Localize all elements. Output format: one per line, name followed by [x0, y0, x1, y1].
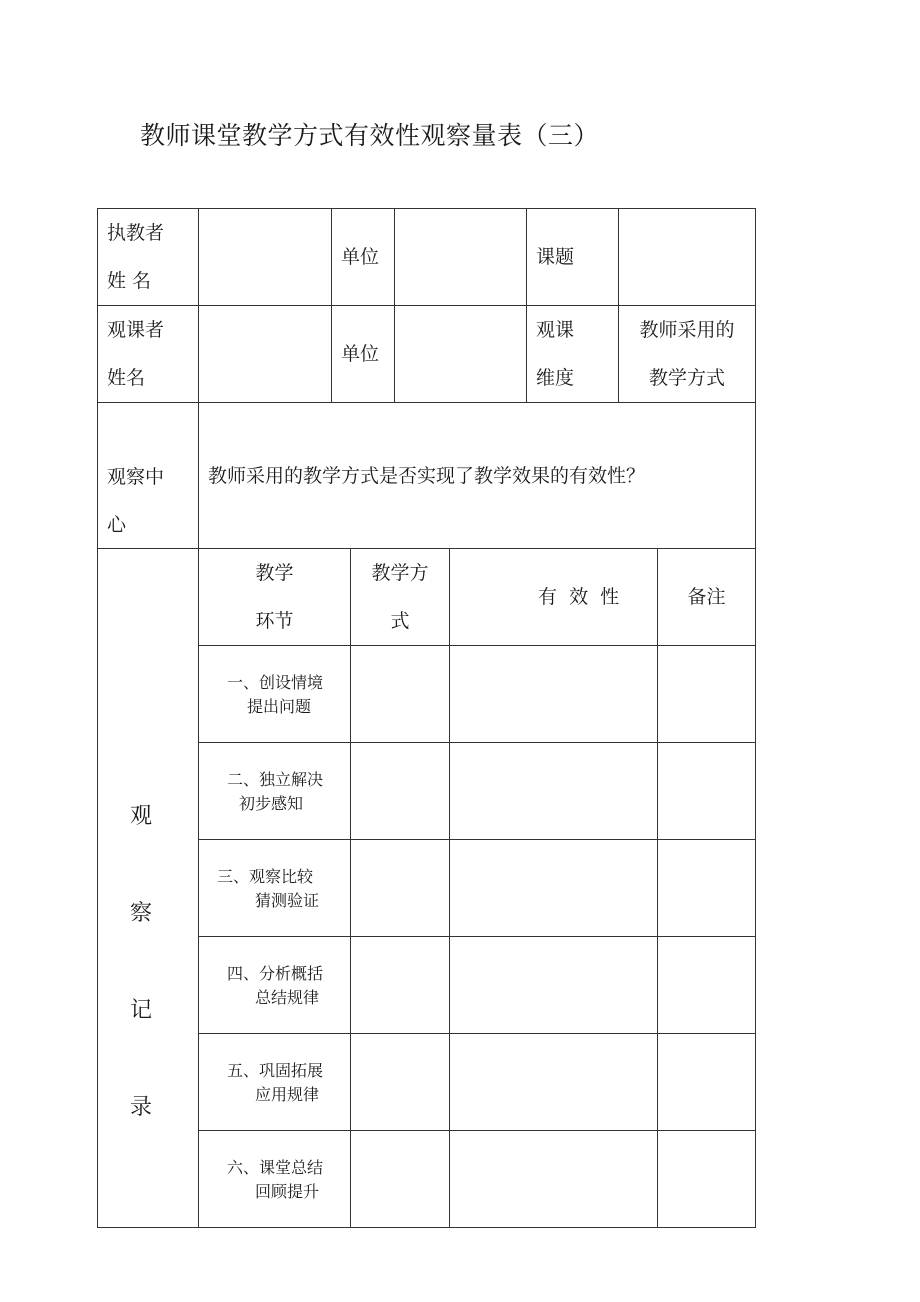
method-cell-5[interactable]	[350, 1033, 450, 1131]
unit-field-1[interactable]	[394, 208, 527, 306]
focus-label-line-1: 观察中	[107, 466, 165, 488]
table-row-stage-5	[198, 1033, 351, 1131]
unit-label-1-text: 单位	[341, 246, 380, 268]
table-row-stage-6	[198, 1130, 351, 1228]
column-header-remarks	[657, 548, 756, 646]
record-label-char-2: 察	[129, 901, 152, 926]
method-cell-4[interactable]	[350, 936, 450, 1034]
focus-question: 教师采用的教学方式是否实现了教学效果的有效性？	[208, 464, 646, 487]
effectiveness-cell-1[interactable]	[449, 645, 658, 743]
teacher-label-line-1: 执教者	[107, 222, 165, 244]
table-row-stage-1	[198, 645, 351, 743]
stage-4-line-1: 四、分析概括	[227, 964, 324, 983]
method-header-line-1: 教学方	[371, 562, 429, 584]
method-cell-2[interactable]	[350, 742, 450, 840]
teacher-name-label	[97, 208, 199, 306]
stage-header-line-2: 环节	[255, 610, 294, 632]
stage-1-line-2: 提出问题	[247, 697, 312, 716]
remarks-header-text: 备注	[687, 586, 726, 608]
stage-2-line-1: 二、独立解决	[227, 770, 324, 789]
unit-label-1	[331, 208, 395, 306]
column-header-stage	[198, 548, 351, 646]
stage-6-line-2: 回顾提升	[255, 1182, 320, 1201]
method-header-line-2: 式	[390, 610, 410, 632]
observer-label-line-1: 观课者	[107, 319, 165, 341]
stage-6-line-1: 六、课堂总结	[227, 1158, 324, 1177]
teacher-name-field[interactable]	[198, 208, 332, 306]
observer-name-field[interactable]	[198, 305, 332, 403]
remarks-cell-6[interactable]	[657, 1130, 756, 1228]
observer-label-line-2: 姓名	[107, 367, 146, 389]
column-header-effectiveness	[449, 548, 658, 646]
method-cell-6[interactable]	[350, 1130, 450, 1228]
focus-question-cell	[198, 402, 756, 549]
remarks-cell-4[interactable]	[657, 936, 756, 1034]
dimension-value-line-2: 教学方式	[648, 367, 725, 389]
record-section-label	[97, 548, 199, 1228]
stage-2-line-2: 初步感知	[239, 794, 304, 813]
unit-field-2[interactable]	[394, 305, 527, 403]
stage-1-line-1: 一、创设情境	[227, 673, 324, 692]
method-cell-1[interactable]	[350, 645, 450, 743]
effectiveness-cell-2[interactable]	[449, 742, 658, 840]
remarks-cell-1[interactable]	[657, 645, 756, 743]
table-row-stage-4	[198, 936, 351, 1034]
table-row-stage-2	[198, 742, 351, 840]
unit-label-2	[331, 305, 395, 403]
stage-5-line-1: 五、巩固拓展	[227, 1061, 324, 1080]
topic-label	[526, 208, 619, 306]
remarks-cell-5[interactable]	[657, 1033, 756, 1131]
teacher-label-line-2: 姓 名	[107, 270, 152, 292]
dimension-label-line-2: 维度	[536, 367, 575, 389]
observer-name-label	[97, 305, 199, 403]
focus-label-line-2: 心	[107, 514, 127, 536]
stage-header-line-1: 教学	[255, 562, 294, 584]
remarks-cell-3[interactable]	[657, 839, 756, 937]
column-header-method	[350, 548, 450, 646]
table-row-stage-3	[198, 839, 351, 937]
stage-4-line-2: 总结规律	[255, 988, 320, 1007]
unit-label-2-text: 单位	[341, 343, 380, 365]
effectiveness-cell-6[interactable]	[449, 1130, 658, 1228]
stage-3-line-1: 三、观察比较	[217, 867, 314, 886]
effectiveness-cell-5[interactable]	[449, 1033, 658, 1131]
dimension-label	[526, 305, 619, 403]
focus-label	[97, 402, 199, 549]
record-label-char-3: 记	[129, 998, 152, 1023]
page-title: 教师课堂教学方式有效性观察量表（三）	[140, 121, 600, 150]
dimension-label-line-1: 观课	[536, 319, 575, 341]
record-label-char-4: 录	[129, 1095, 152, 1120]
topic-label-text: 课题	[536, 246, 575, 268]
dimension-value	[618, 305, 756, 403]
record-label-char-1: 观	[129, 804, 152, 829]
topic-field[interactable]	[618, 208, 756, 306]
remarks-cell-2[interactable]	[657, 742, 756, 840]
dimension-value-line-1: 教师采用的	[639, 319, 735, 341]
method-cell-3[interactable]	[350, 839, 450, 937]
effectiveness-cell-3[interactable]	[449, 839, 658, 937]
stage-3-line-2: 猜测验证	[255, 891, 320, 910]
stage-5-line-2: 应用规律	[255, 1085, 320, 1104]
effectiveness-header-text: 有 效 性	[538, 586, 620, 608]
effectiveness-cell-4[interactable]	[449, 936, 658, 1034]
